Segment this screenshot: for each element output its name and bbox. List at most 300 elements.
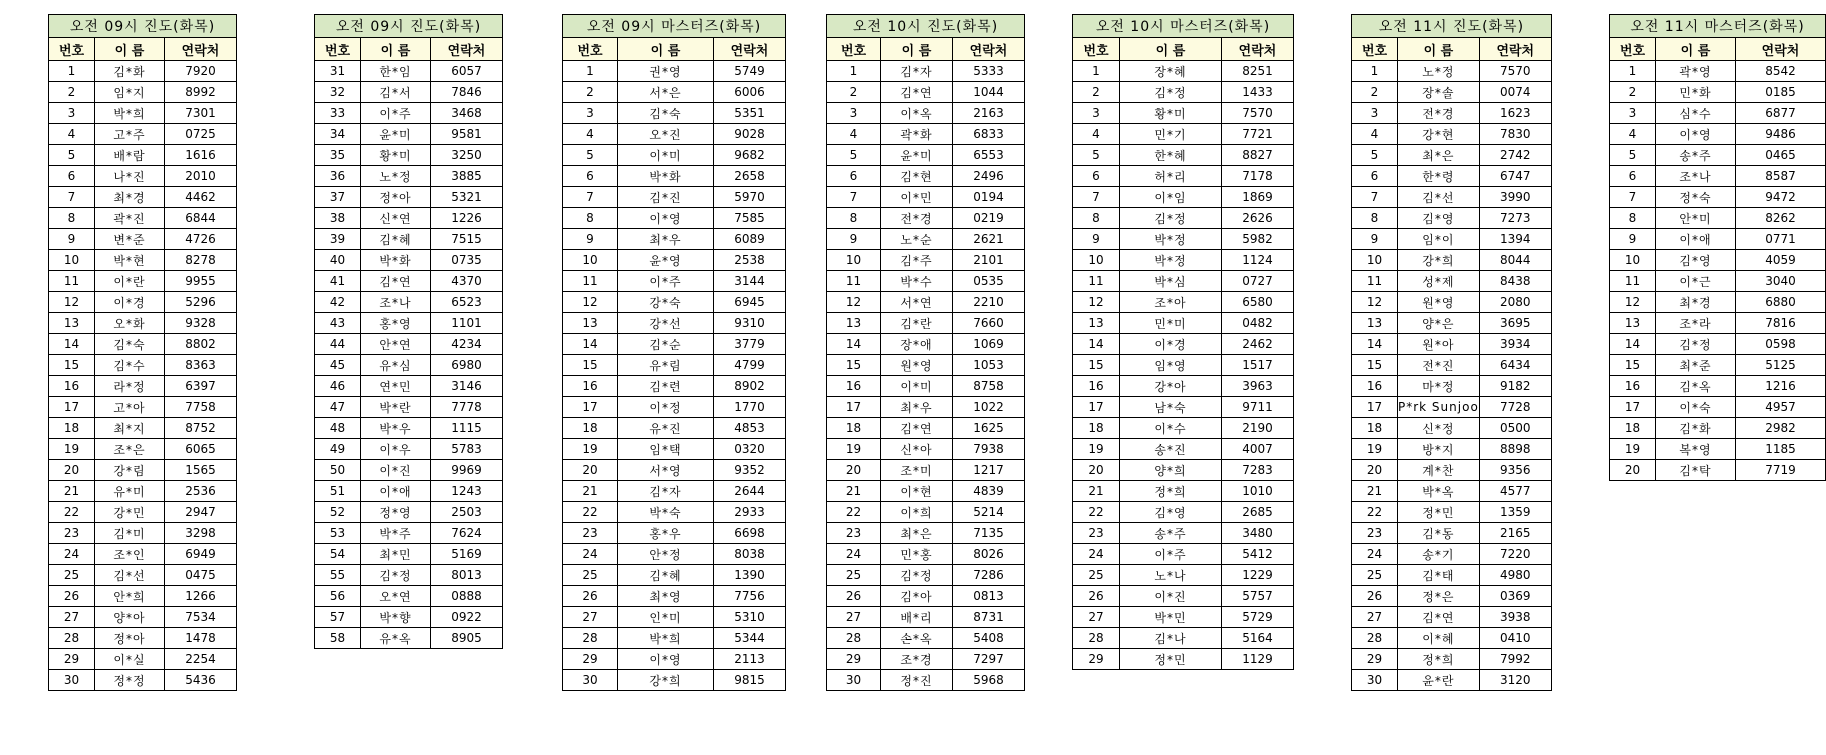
contact-cell: 5214 [953, 502, 1025, 523]
name-cell: 이*주 [618, 271, 714, 292]
contact-cell: 7286 [953, 565, 1025, 586]
contact-cell: 6747 [1479, 166, 1551, 187]
number-cell: 41 [315, 271, 361, 292]
number-cell: 20 [1610, 460, 1656, 481]
number-cell: 28 [1073, 628, 1120, 649]
contact-cell: 7570 [1479, 61, 1551, 82]
number-cell: 45 [315, 355, 361, 376]
name-cell: 임*택 [618, 439, 714, 460]
number-cell: 1 [1073, 61, 1120, 82]
name-cell: 유*옥 [361, 628, 431, 649]
contact-cell: 7721 [1222, 124, 1294, 145]
name-cell: 장*솔 [1398, 82, 1480, 103]
name-cell: 홍*우 [618, 523, 714, 544]
name-cell: 강*아 [1120, 376, 1222, 397]
number-cell: 18 [827, 418, 881, 439]
name-cell: 고*아 [95, 397, 165, 418]
contact-cell: 2080 [1479, 292, 1551, 313]
table-row [1352, 670, 1552, 691]
table-row [315, 145, 503, 166]
contact-cell: 7515 [431, 229, 503, 250]
contact-cell: 2010 [165, 166, 237, 187]
contact-cell: 8013 [431, 565, 503, 586]
table-row [315, 376, 503, 397]
name-cell: 오*진 [618, 124, 714, 145]
table-row [563, 460, 786, 481]
number-cell: 39 [315, 229, 361, 250]
number-cell: 9 [1352, 229, 1398, 250]
number-cell: 10 [1073, 250, 1120, 271]
number-cell: 25 [1073, 565, 1120, 586]
table-row [563, 103, 786, 124]
contact-cell: 4980 [1479, 565, 1551, 586]
contact-cell: 0185 [1736, 82, 1826, 103]
contact-cell: 9328 [165, 313, 237, 334]
name-cell: 변*준 [95, 229, 165, 250]
name-cell: 김*숙 [618, 103, 714, 124]
number-cell: 26 [827, 586, 881, 607]
table-row [49, 628, 237, 649]
number-cell: 4 [1352, 124, 1398, 145]
table-row [1073, 124, 1294, 145]
name-cell: 원*영 [881, 355, 953, 376]
number-cell: 9 [1610, 229, 1656, 250]
number-cell: 51 [315, 481, 361, 502]
table-row [1073, 460, 1294, 481]
name-cell: 강*희 [1398, 250, 1480, 271]
contact-cell: 2462 [1222, 334, 1294, 355]
table-row [315, 271, 503, 292]
table-row [827, 313, 1025, 334]
name-cell: 장*혜 [1120, 61, 1222, 82]
table-row [563, 271, 786, 292]
table-row [563, 670, 786, 691]
contact-cell: 5982 [1222, 229, 1294, 250]
number-cell: 17 [563, 397, 618, 418]
table-row [827, 82, 1025, 103]
name-cell: 노*순 [881, 229, 953, 250]
table-row [1352, 628, 1552, 649]
table-title: 오전 09시 진도(화목) [49, 15, 237, 38]
number-cell: 17 [827, 397, 881, 418]
number-cell: 37 [315, 187, 361, 208]
name-cell: 김*선 [95, 565, 165, 586]
name-header: 이 름 [95, 38, 165, 61]
number-cell: 3 [49, 103, 95, 124]
contact-cell: 1115 [431, 418, 503, 439]
contact-cell: 7992 [1479, 649, 1551, 670]
name-cell: 신*연 [361, 208, 431, 229]
table-row [1352, 397, 1552, 418]
number-cell: 54 [315, 544, 361, 565]
contact-cell: 1022 [953, 397, 1025, 418]
number-cell: 21 [827, 481, 881, 502]
contact-cell: 2982 [1736, 418, 1826, 439]
table-row [563, 544, 786, 565]
name-cell: 이*영 [1656, 124, 1736, 145]
table-title: 오전 11시 마스터즈(화목) [1610, 15, 1826, 38]
table-row [315, 61, 503, 82]
contact-cell: 6580 [1222, 292, 1294, 313]
name-cell: 김*연 [361, 271, 431, 292]
number-cell: 10 [1352, 250, 1398, 271]
contact-cell: 8044 [1479, 250, 1551, 271]
table-row [1352, 61, 1552, 82]
name-cell: 마*정 [1398, 376, 1480, 397]
contact-cell: 1565 [165, 460, 237, 481]
number-cell: 20 [1073, 460, 1120, 481]
table-row [827, 670, 1025, 691]
table-row [563, 628, 786, 649]
name-cell: 정*진 [881, 670, 953, 691]
name-cell: 이*혜 [1398, 628, 1480, 649]
table-row [315, 481, 503, 502]
name-cell: 김*탁 [1656, 460, 1736, 481]
table-row [827, 397, 1025, 418]
name-cell: 윤*란 [1398, 670, 1480, 691]
name-cell: 김*태 [1398, 565, 1480, 586]
table-row [1610, 82, 1826, 103]
table-row [1610, 208, 1826, 229]
contact-cell: 0500 [1479, 418, 1551, 439]
number-header: 번호 [1073, 38, 1120, 61]
table-row [315, 250, 503, 271]
contact-cell: 0320 [714, 439, 786, 460]
name-cell: 이*주 [1120, 544, 1222, 565]
name-cell: 정*희 [1120, 481, 1222, 502]
name-cell: 최*우 [881, 397, 953, 418]
table-row [827, 628, 1025, 649]
number-cell: 24 [49, 544, 95, 565]
contact-cell: 1770 [714, 397, 786, 418]
name-cell: 성*제 [1398, 271, 1480, 292]
table-row [1352, 145, 1552, 166]
name-cell: 이*희 [881, 502, 953, 523]
contact-cell: 0410 [1479, 628, 1551, 649]
number-cell: 13 [1610, 313, 1656, 334]
table-row [827, 292, 1025, 313]
number-cell: 42 [315, 292, 361, 313]
table-row [1352, 187, 1552, 208]
contact-cell: 0475 [165, 565, 237, 586]
number-cell: 19 [1352, 439, 1398, 460]
number-cell: 10 [563, 250, 618, 271]
contact-cell: 7758 [165, 397, 237, 418]
contact-cell: 9711 [1222, 397, 1294, 418]
table-row [315, 397, 503, 418]
number-cell: 14 [1610, 334, 1656, 355]
table-row [827, 103, 1025, 124]
number-cell: 26 [49, 586, 95, 607]
table-title: 오전 10시 진도(화목) [827, 15, 1025, 38]
number-cell: 27 [1352, 607, 1398, 628]
number-cell: 12 [1610, 292, 1656, 313]
number-cell: 16 [1352, 376, 1398, 397]
table-row [563, 334, 786, 355]
name-cell: 이*경 [1120, 334, 1222, 355]
contact-cell: 5125 [1736, 355, 1826, 376]
number-cell: 22 [49, 502, 95, 523]
name-cell: 박*현 [95, 250, 165, 271]
name-cell: 정*아 [361, 187, 431, 208]
name-cell: 안*미 [1656, 208, 1736, 229]
contact-cell: 5408 [953, 628, 1025, 649]
contact-cell: 4957 [1736, 397, 1826, 418]
name-cell: 배*람 [95, 145, 165, 166]
number-header: 번호 [1610, 38, 1656, 61]
contact-cell: 7585 [714, 208, 786, 229]
number-cell: 15 [1073, 355, 1120, 376]
name-cell: 강*숙 [618, 292, 714, 313]
number-cell: 20 [827, 460, 881, 481]
contact-cell: 8262 [1736, 208, 1826, 229]
name-cell: 노*정 [1398, 61, 1480, 82]
contact-cell: 3695 [1479, 313, 1551, 334]
table-row [563, 166, 786, 187]
table-row [827, 208, 1025, 229]
name-cell: 한*혜 [1120, 145, 1222, 166]
contact-cell: 1359 [1479, 502, 1551, 523]
table-row [315, 82, 503, 103]
name-cell: 임*지 [95, 82, 165, 103]
name-cell: 라*정 [95, 376, 165, 397]
number-cell: 1 [563, 61, 618, 82]
table-row [563, 439, 786, 460]
number-cell: 25 [827, 565, 881, 586]
contact-cell: 3468 [431, 103, 503, 124]
name-cell: 김*정 [1120, 208, 1222, 229]
table-row [315, 628, 503, 649]
name-header: 이 름 [1656, 38, 1736, 61]
table-row [1610, 355, 1826, 376]
name-cell: 김*진 [618, 187, 714, 208]
number-cell: 6 [563, 166, 618, 187]
header-row [827, 38, 1025, 61]
table-row [827, 439, 1025, 460]
contact-cell: 4726 [165, 229, 237, 250]
number-cell: 52 [315, 502, 361, 523]
contact-cell: 6980 [431, 355, 503, 376]
name-cell: 김*옥 [1656, 376, 1736, 397]
table-row [1610, 397, 1826, 418]
number-cell: 3 [1352, 103, 1398, 124]
name-cell: 복*영 [1656, 439, 1736, 460]
number-cell: 9 [827, 229, 881, 250]
name-cell: 양*아 [95, 607, 165, 628]
contact-cell: 1616 [165, 145, 237, 166]
table-row [315, 124, 503, 145]
name-cell: 김*화 [1656, 418, 1736, 439]
number-cell: 9 [563, 229, 618, 250]
number-cell: 12 [827, 292, 881, 313]
table-row [49, 376, 237, 397]
name-cell: 이*영 [618, 208, 714, 229]
name-cell: 김*혜 [361, 229, 431, 250]
contact-cell: 1185 [1736, 439, 1826, 460]
contact-cell: 1124 [1222, 250, 1294, 271]
contact-cell: 5333 [953, 61, 1025, 82]
name-cell: 전*경 [1398, 103, 1480, 124]
table-row [827, 187, 1025, 208]
table-row [49, 439, 237, 460]
number-cell: 27 [49, 607, 95, 628]
name-cell: 김*아 [881, 586, 953, 607]
number-cell: 15 [827, 355, 881, 376]
contact-cell: 2536 [165, 481, 237, 502]
contact-cell: 6057 [431, 61, 503, 82]
table-row [315, 502, 503, 523]
number-cell: 3 [563, 103, 618, 124]
contact-cell: 7283 [1222, 460, 1294, 481]
table-row [827, 460, 1025, 481]
name-cell: 홍*영 [361, 313, 431, 334]
name-cell: 김*숙 [95, 334, 165, 355]
table-row [1073, 481, 1294, 502]
name-cell: 이*정 [618, 397, 714, 418]
table-row [1352, 313, 1552, 334]
name-cell: 정*은 [1398, 586, 1480, 607]
number-cell: 28 [1352, 628, 1398, 649]
name-cell: 신*아 [881, 439, 953, 460]
contact-cell: 5296 [165, 292, 237, 313]
number-cell: 14 [1073, 334, 1120, 355]
table-row [1352, 124, 1552, 145]
contact-cell: 1478 [165, 628, 237, 649]
table-row [49, 334, 237, 355]
contact-cell: 6397 [165, 376, 237, 397]
table-row [49, 607, 237, 628]
table-row [49, 418, 237, 439]
table-row [1073, 355, 1294, 376]
number-cell: 16 [563, 376, 618, 397]
number-cell: 1 [1352, 61, 1398, 82]
table-row [49, 82, 237, 103]
table-row [827, 565, 1025, 586]
contact-cell: 1129 [1222, 649, 1294, 670]
contact-cell: 4839 [953, 481, 1025, 502]
table-row [1352, 586, 1552, 607]
header-row [1073, 38, 1294, 61]
number-cell: 29 [49, 649, 95, 670]
number-cell: 29 [1352, 649, 1398, 670]
table-row [1352, 481, 1552, 502]
number-cell: 23 [563, 523, 618, 544]
number-cell: 2 [49, 82, 95, 103]
name-cell: 이*민 [881, 187, 953, 208]
contact-cell: 6949 [165, 544, 237, 565]
name-cell: 오*연 [361, 586, 431, 607]
contact-cell: 5351 [714, 103, 786, 124]
contact-cell: 2742 [1479, 145, 1551, 166]
contact-cell: 0465 [1736, 145, 1826, 166]
number-cell: 7 [49, 187, 95, 208]
table-row [1073, 649, 1294, 670]
table-row [827, 229, 1025, 250]
table-row [1352, 166, 1552, 187]
number-cell: 11 [563, 271, 618, 292]
number-cell: 43 [315, 313, 361, 334]
name-cell: 박*민 [1120, 607, 1222, 628]
contact-cell: 7301 [165, 103, 237, 124]
number-cell: 17 [49, 397, 95, 418]
contact-header: 연락처 [714, 38, 786, 61]
name-cell: 최*경 [95, 187, 165, 208]
number-cell: 33 [315, 103, 361, 124]
name-cell: 박*향 [361, 607, 431, 628]
contact-cell: 2538 [714, 250, 786, 271]
name-cell: 노*정 [361, 166, 431, 187]
table-row [315, 418, 503, 439]
table-row [827, 271, 1025, 292]
contact-cell: 8731 [953, 607, 1025, 628]
contact-cell: 0771 [1736, 229, 1826, 250]
number-cell: 28 [827, 628, 881, 649]
name-cell: 윤*미 [361, 124, 431, 145]
number-cell: 53 [315, 523, 361, 544]
table-row [1352, 229, 1552, 250]
name-cell: 조*나 [361, 292, 431, 313]
contact-cell: 4007 [1222, 439, 1294, 460]
contact-cell: 7728 [1479, 397, 1551, 418]
table-row [563, 523, 786, 544]
number-cell: 24 [563, 544, 618, 565]
table-row [563, 565, 786, 586]
contact-cell: 5757 [1222, 586, 1294, 607]
number-cell: 25 [49, 565, 95, 586]
contact-cell: 6434 [1479, 355, 1551, 376]
name-header: 이 름 [881, 38, 953, 61]
name-cell: 박*수 [881, 271, 953, 292]
contact-cell: 8026 [953, 544, 1025, 565]
table-title: 오전 10시 마스터즈(화목) [1073, 15, 1294, 38]
table-row [1073, 208, 1294, 229]
contact-cell: 8752 [165, 418, 237, 439]
contact-cell: 7830 [1479, 124, 1551, 145]
contact-cell: 7660 [953, 313, 1025, 334]
contact-header: 연락처 [1222, 38, 1294, 61]
table-row [49, 292, 237, 313]
table-row [315, 439, 503, 460]
number-cell: 22 [827, 502, 881, 523]
table-row [1352, 607, 1552, 628]
table-row [1610, 166, 1826, 187]
name-cell: 민*미 [1120, 313, 1222, 334]
table-row [1073, 166, 1294, 187]
name-cell: 계*찬 [1398, 460, 1480, 481]
table-row [827, 334, 1025, 355]
table-row [1352, 376, 1552, 397]
contact-cell: 3934 [1479, 334, 1551, 355]
name-cell: 박*희 [618, 628, 714, 649]
name-cell: 김*미 [95, 523, 165, 544]
table-row [1610, 313, 1826, 334]
table-row [49, 649, 237, 670]
contact-cell: 1101 [431, 313, 503, 334]
number-cell: 13 [1352, 313, 1398, 334]
table-row [563, 82, 786, 103]
number-cell: 16 [827, 376, 881, 397]
table-row [49, 103, 237, 124]
contact-cell: 7135 [953, 523, 1025, 544]
table-row [563, 313, 786, 334]
number-cell: 13 [49, 313, 95, 334]
number-cell: 10 [1610, 250, 1656, 271]
name-cell: 이*미 [618, 145, 714, 166]
number-cell: 26 [563, 586, 618, 607]
name-cell: 박*화 [618, 166, 714, 187]
number-cell: 29 [563, 649, 618, 670]
number-cell: 19 [563, 439, 618, 460]
